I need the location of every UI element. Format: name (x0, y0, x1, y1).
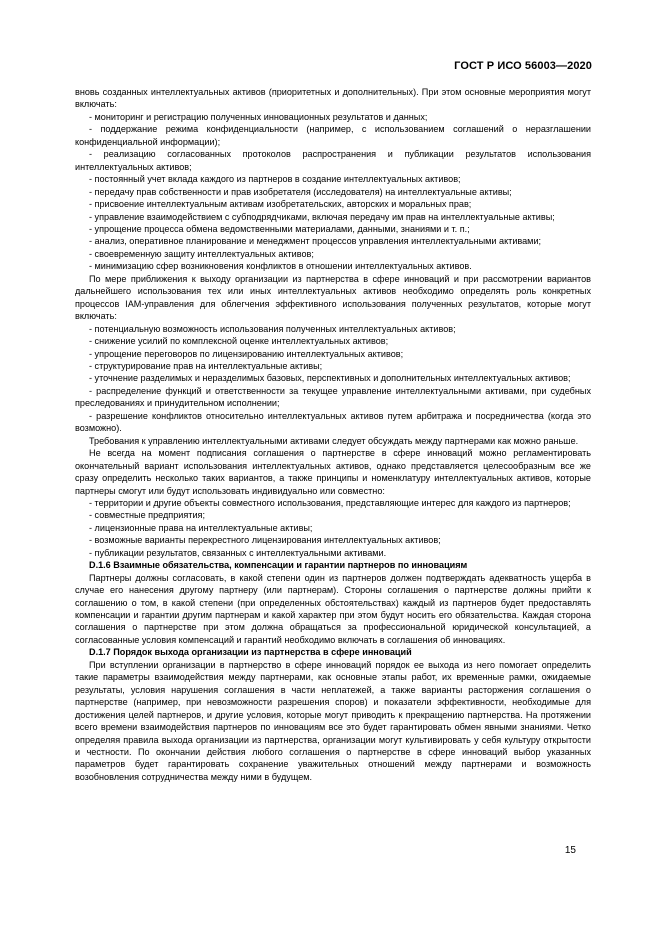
list-item: - присвоение интеллектуальным активам изобретательских, авторских и моральных прав; (89, 199, 472, 210)
list-item: - мониторинг и регистрацию полученных инновационных результатов и данных; (89, 111, 428, 122)
paragraph: вновь созданных интеллектуальных активов (приоритетных и дополнительных). При этом основные мероприятия могут включать: (75, 87, 591, 110)
list-item: - передачу прав собственности и прав изобретателя (исследователя) на интеллектуальные активы; (89, 186, 512, 197)
section-heading: D.1.7 Порядок выхода организации из партнерства в сфере инноваций (89, 647, 412, 658)
list-item: - возможные варианты перекрестного лицензирования интеллектуальных активов; (89, 535, 441, 546)
paragraph: По мере приближения к выходу организации из партнерства в сфере инноваций и при рассмотрении вариантов дальнейшего использования тех или иных интеллектуальных активов необходимо определять роль конкретных процессов IAM-управления для облегчения эффективного использования полученных результатов, которые могут включать: (75, 273, 591, 322)
list-item: - снижение усилий по комплексной оценке интеллектуальных активов; (89, 336, 389, 347)
paragraph: Партнеры должны согласовать, в какой степени один из партнеров должен подтверждать адекватность ущерба в случае его нанесения другому партнеру (или партнерам). Стороны соглашения о партнерстве должны прийти к соглашению о том, в какой степени (при определенных обстоятельствах) каждый из партнеров будет предоставлять компенсации и гарантии другим партнерам и какой характер при этом будут носить его обязательства. Каждая сторона соглашения о партнерстве при этом должна обращаться за профессиональной юридической консультацией, а согласованные условия компенсаций и гарантий необходимо включать в соглашения об инновациях. (75, 572, 591, 645)
list-item: - анализ, оперативное планирование и менеджмент процессов управления интеллектуальными активами; (89, 236, 542, 247)
paragraph: Требования к управлению интеллектуальными активами следует обсуждать между партнерами как можно раньше. (89, 435, 579, 446)
list-item: - поддержание режима конфиденциальности (например, с использованием соглашений о неразглашении конфиденциальной информации); (75, 124, 591, 147)
page-number: 15 (564, 845, 576, 856)
list-item: - совместные предприятия; (89, 510, 205, 521)
list-item: - постоянный учет вклада каждого из партнеров в создание интеллектуальных активов; (89, 174, 461, 185)
list-item: - территории и другие объекты совместного использования, представляющие интерес для каждого из партнеров; (89, 497, 571, 508)
list-item: - разрешение конфликтов относительно интеллектуальных активов путем арбитража и посредничества (когда это возможно). (75, 410, 591, 434)
list-item: - распределение функций и ответственности за текущее управление интеллектуальными активами, при судебных преследованиях и принудительном исполнении; (75, 385, 591, 409)
list-item: - минимизацию сфер возникновения конфликтов в отношении интеллектуальных активов. (89, 261, 472, 272)
list-item: - своевременную защиту интеллектуальных активов; (89, 248, 314, 259)
list-item: - лицензионные права на интеллектуальные активы; (89, 522, 313, 533)
list-item: - уточнение разделимых и неразделимых базовых, перспективных и дополнительных интеллектуальных активов; (89, 373, 571, 384)
list-item: - упрощение процесса обмена ведомственными материалами, данными, знаниями и т. п.; (89, 223, 470, 234)
document-body (75, 86, 591, 783)
list-item: - публикации результатов, связанных с интеллектуальными активами. (89, 547, 387, 558)
paragraph: При вступлении организации в партнерство в сфере инноваций порядок ее выхода из него помогает определить такие параметры взаимодействия между партнерами, как основные этапы работ, их временные рамки, ожидаемые результаты, условия нарушения соглашения в части неплатежей, а также варианты расторжения соглашения о партнерстве (например, при невозможности разрешения споров) и показатели эффективности, необходимые для достижения целей партнеров, и другие условия, которые могут приводить к прекращению партнерства. На протяжении всего времени взаимодействия партнеров по инновациям все это будет гарантировать обмен явными знаниями. Четко определяя правила выхода организации из партнерства, организации могут культивировать у себя культуру открытости и честности. По окончании действия любого соглашения о партнерстве в сфере инноваций выбор указанных параметров будет гарантировать сохранение уважительных отношений между партнерами и возможность возобновления сотрудничества между ними в будущем. (75, 659, 591, 782)
paragraph: Не всегда на момент подписания соглашения о партнерстве в сфере инноваций можно регламентировать окончательный вариант использования интеллектуальных активов, однако представляется целесообразным все же сразу определить несколько таких вариантов, а также принципы и номенклатуру интеллектуальных активов, которые партнеры смогут или будут использовать индивидуально или совместно: (75, 448, 591, 496)
list-item: - управление взаимодействием с субподрядчиками, включая передачу им прав на интеллектуальные активы; (89, 211, 555, 222)
section-heading: D.1.6 Взаимные обязательства, компенсации и гарантии партнеров по инновациям (89, 560, 468, 571)
list-item: - структурирование прав на интеллектуальные активы; (89, 360, 323, 371)
list-item: - потенциальную возможность использования полученных интеллектуальных активов; (89, 323, 456, 334)
list-item: - реализацию согласованных протоколов распространения и публикации результатов использования интеллектуальных активов; (75, 149, 591, 172)
standard-number: ГОСТ Р ИСО 56003—2020 (454, 60, 592, 72)
list-item: - упрощение переговоров по лицензированию интеллектуальных активов; (89, 348, 404, 359)
